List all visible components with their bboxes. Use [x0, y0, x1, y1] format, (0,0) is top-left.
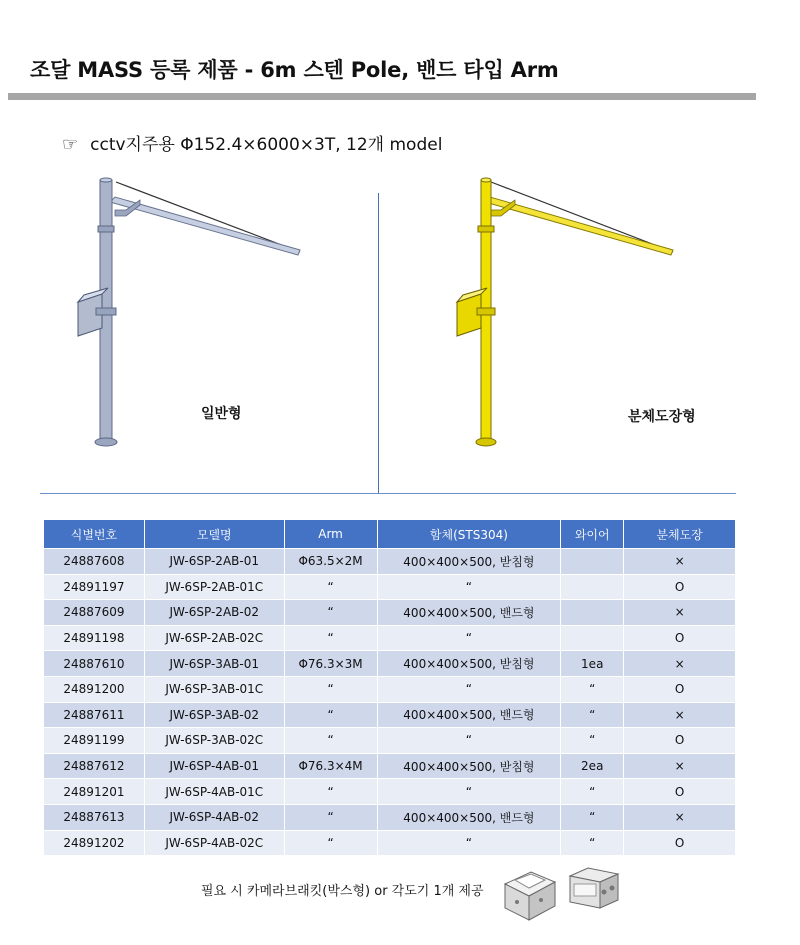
coating-cell: × — [624, 549, 736, 575]
arm-cell: Φ63.5×2M — [284, 549, 377, 575]
coating-cell: × — [624, 651, 736, 677]
wire-cell: “ — [561, 804, 624, 830]
coating-cell: × — [624, 702, 736, 728]
id-cell: 24891199 — [44, 728, 145, 754]
wire-cell: 2ea — [561, 753, 624, 779]
wire-cell: “ — [561, 779, 624, 805]
arm-cell: “ — [284, 779, 377, 805]
table-row — [44, 600, 736, 626]
angle-bracket-image — [566, 864, 622, 914]
id-cell: 24887613 — [44, 804, 145, 830]
enclosure-cell: 400×400×500, 받침형 — [377, 549, 561, 575]
arm-cell: “ — [284, 574, 377, 600]
table-header-row — [44, 520, 736, 549]
table-row — [44, 625, 736, 651]
col-enclosure-header: 함체(STS304) — [377, 520, 561, 549]
model-cell: JW-6SP-2AB-01C — [144, 574, 284, 600]
coating-cell: × — [624, 753, 736, 779]
arm-cell: Φ76.3×3M — [284, 651, 377, 677]
col-id-header: 식별번호 — [44, 520, 145, 549]
coating-cell: O — [624, 728, 736, 754]
col-arm-header: Arm — [284, 520, 377, 549]
arm-cell: “ — [284, 625, 377, 651]
powder-coated-caption: 분체도장형 — [628, 409, 696, 425]
model-cell: JW-6SP-2AB-01 — [144, 549, 284, 575]
id-cell: 24887612 — [44, 753, 145, 779]
enclosure-cell: 400×400×500, 밴드형 — [377, 804, 561, 830]
title-rule — [8, 93, 756, 100]
spec-text: cctv지주용 Φ152.4×6000×3T, 12개 model — [90, 135, 443, 155]
enclosure-cell: “ — [377, 574, 561, 600]
enclosure-cell: 400×400×500, 받침형 — [377, 753, 561, 779]
table-row — [44, 651, 736, 677]
coating-cell: O — [624, 830, 736, 856]
enclosure-cell: 400×400×500, 밴드형 — [377, 600, 561, 626]
model-cell: JW-6SP-4AB-02C — [144, 830, 284, 856]
model-cell: JW-6SP-4AB-02 — [144, 804, 284, 830]
table-row — [44, 574, 736, 600]
model-cell: JW-6SP-2AB-02 — [144, 600, 284, 626]
table-row — [44, 779, 736, 805]
arm-cell: “ — [284, 728, 377, 754]
wire-cell: “ — [561, 676, 624, 702]
wire-cell — [561, 549, 624, 575]
enclosure-cell: 400×400×500, 밴드형 — [377, 702, 561, 728]
enclosure-cell: “ — [377, 676, 561, 702]
wire-cell — [561, 574, 624, 600]
vertical-divider — [378, 193, 379, 493]
wire-cell: “ — [561, 702, 624, 728]
wire-cell: “ — [561, 830, 624, 856]
id-cell: 24891197 — [44, 574, 145, 600]
table-row — [44, 753, 736, 779]
model-table — [43, 519, 736, 856]
model-cell: JW-6SP-3AB-01C — [144, 676, 284, 702]
id-cell: 24891201 — [44, 779, 145, 805]
enclosure-cell: 400×400×500, 받침형 — [377, 651, 561, 677]
coating-cell: O — [624, 676, 736, 702]
model-cell: JW-6SP-3AB-02 — [144, 702, 284, 728]
id-cell: 24891202 — [44, 830, 145, 856]
coating-cell: O — [624, 625, 736, 651]
table-body — [44, 549, 736, 856]
col-coating-header: 분체도장 — [624, 520, 736, 549]
model-cell: JW-6SP-4AB-01C — [144, 779, 284, 805]
standard-type-caption: 일반형 — [201, 406, 242, 422]
coating-cell: × — [624, 804, 736, 830]
footer-note: 필요 시 카메라브래킷(박스형) or 각도기 1개 제공 — [201, 884, 484, 899]
id-cell: 24887608 — [44, 549, 145, 575]
coating-cell: O — [624, 574, 736, 600]
coating-cell: × — [624, 600, 736, 626]
model-cell: JW-6SP-3AB-02C — [144, 728, 284, 754]
enclosure-cell: “ — [377, 779, 561, 805]
arm-cell: “ — [284, 702, 377, 728]
arm-cell: “ — [284, 830, 377, 856]
arm-cell: “ — [284, 600, 377, 626]
wire-cell — [561, 625, 624, 651]
table-row — [44, 804, 736, 830]
box-camera-bracket-image — [501, 864, 559, 924]
table-row — [44, 549, 736, 575]
pointing-hand-icon: ☞ — [62, 134, 79, 155]
stainless-pole-image — [60, 170, 320, 455]
arm-cell: “ — [284, 676, 377, 702]
model-cell: JW-6SP-3AB-01 — [144, 651, 284, 677]
enclosure-cell: “ — [377, 728, 561, 754]
table-row — [44, 830, 736, 856]
wire-cell: “ — [561, 728, 624, 754]
table-row — [44, 676, 736, 702]
table-row — [44, 728, 736, 754]
spec-line — [62, 130, 442, 155]
col-wire-header: 와이어 — [561, 520, 624, 549]
arm-cell: “ — [284, 804, 377, 830]
wire-cell: 1ea — [561, 651, 624, 677]
col-model-header: 모델명 — [144, 520, 284, 549]
id-cell: 24891200 — [44, 676, 145, 702]
id-cell: 24887610 — [44, 651, 145, 677]
coating-cell: O — [624, 779, 736, 805]
wire-cell — [561, 600, 624, 626]
horizontal-divider — [40, 493, 736, 494]
id-cell: 24887609 — [44, 600, 145, 626]
id-cell: 24891198 — [44, 625, 145, 651]
enclosure-cell: “ — [377, 625, 561, 651]
arm-cell: Φ76.3×4M — [284, 753, 377, 779]
enclosure-cell: “ — [377, 830, 561, 856]
model-cell: JW-6SP-4AB-01 — [144, 753, 284, 779]
table-row — [44, 702, 736, 728]
page-title: 조달 MASS 등록 제품 - 6m 스텐 Pole, 밴드 타입 Arm — [30, 58, 559, 82]
model-cell: JW-6SP-2AB-02C — [144, 625, 284, 651]
id-cell: 24887611 — [44, 702, 145, 728]
